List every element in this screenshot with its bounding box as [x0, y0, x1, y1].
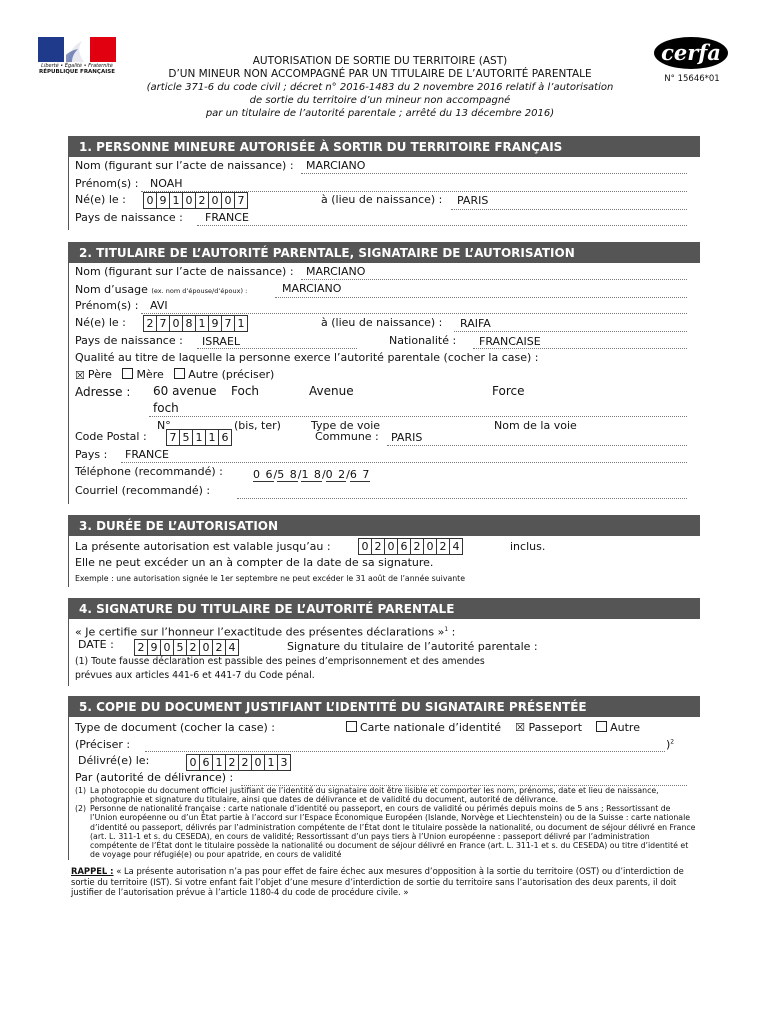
rappel-note	[71, 866, 699, 898]
digit-box[interactable]: 7	[157, 316, 170, 331]
section-2	[68, 242, 700, 504]
digit-box[interactable]: 6	[398, 539, 411, 554]
passeport-label: Passeport	[528, 721, 583, 734]
section-3	[68, 515, 700, 587]
s2-phone-field[interactable]	[253, 468, 370, 481]
s5-type-options	[346, 721, 640, 735]
digit-box[interactable]: 0	[252, 755, 265, 770]
digit-box[interactable]: 1	[196, 316, 209, 331]
autre-doc-checkbox[interactable]	[596, 721, 607, 732]
cerfa-logo: cerfa	[654, 37, 728, 69]
s3-exemple: Exemple : une autorisation signée le 1er septembre ne peut excéder le 31 août de l’année suivante	[75, 574, 466, 583]
mere-checkbox[interactable]	[122, 368, 133, 379]
rappel-text: « La présente autorisation n’a pas pour effet de faire échec aux mesures d’opposition à la sortie du territoire (OST) ou d’interdiction de sortie du territoire (IST). Si votre enfant fait l’objet d’une mesure d’interdiction de sortie du territoire sans l’autorisation des deux parents, il doit justifier de l’autorisation prévue à l’article 1180-4 du code de procédure civile. »	[71, 866, 684, 897]
s4-signature-label: Signature du titulaire de l’autorité parentale :	[287, 640, 538, 653]
digit-box[interactable]: 0	[359, 539, 372, 554]
s4-note2: prévues aux articles 441-6 et 441-7 du Code pénal.	[75, 670, 315, 681]
digit-box[interactable]: 7	[167, 430, 180, 445]
section-4	[68, 598, 700, 686]
phone-pair[interactable]: 1 8	[301, 468, 322, 481]
section-1-title: 1. PERSONNE MINEURE AUTORISÉE À SORTIR DU TERRITOIRE FRANÇAIS	[68, 136, 700, 157]
s1-prenom-value[interactable]: NOAH	[150, 177, 183, 190]
phone-separator: /	[346, 468, 350, 481]
digit-box[interactable]: 0	[144, 193, 157, 208]
s2-adr-type[interactable]: Avenue	[309, 384, 354, 398]
s5-delivre-label: Délivré(e) le:	[78, 754, 150, 767]
s2-cp-label: Code Postal :	[75, 430, 147, 443]
digit-box[interactable]: 7	[237, 194, 245, 207]
s1-ne-label: Né(e) le :	[75, 193, 126, 206]
s2-courriel-label: Courriel (recommandé) :	[75, 484, 211, 497]
digit-box[interactable]: 3	[280, 756, 288, 769]
fn1-text: La photocopie du document officiel justifiant de l’identité du signataire doit être lisible et comporter les nom, prénoms, date et lieu de naissance, photographie et signature du titulaire, ainsi que dates de délivrance et de validité du document, autorité de délivrance.	[90, 786, 659, 805]
digit-box[interactable]: 1	[193, 430, 206, 445]
s2-usage-value[interactable]: MARCIANO	[282, 282, 342, 295]
rappel-label: RAPPEL :	[71, 866, 114, 876]
fn2-num: (2)	[75, 804, 87, 813]
digit-box[interactable]: 2	[437, 539, 450, 554]
digit-box[interactable]: 2	[411, 539, 424, 554]
digit-box[interactable]: 9	[209, 316, 222, 331]
s5-type-label: Type de document (cocher la case) :	[75, 721, 275, 734]
s3-valable-label: La présente autorisation est valable jusqu’au :	[75, 540, 331, 553]
digit-box[interactable]: 8	[183, 316, 196, 331]
s4-date-field[interactable]	[134, 639, 239, 656]
digit-box[interactable]: 2	[213, 640, 226, 655]
s5-par-label: Par (autorité de délivrance) :	[75, 771, 234, 784]
s1-lieu-value[interactable]: PARIS	[457, 194, 489, 207]
s2-nat-label: Nationalité :	[389, 334, 457, 347]
s4-date-label: DATE :	[78, 638, 114, 651]
digit-box[interactable]: 0	[222, 193, 235, 208]
digit-box[interactable]: 0	[385, 539, 398, 554]
digit-box[interactable]: 2	[239, 755, 252, 770]
s2-adr-bis[interactable]: Foch	[231, 384, 260, 398]
digit-box[interactable]: 9	[148, 640, 161, 655]
digit-box[interactable]: 0	[161, 640, 174, 655]
s2-prenom-label: Prénom(s) :	[75, 299, 139, 312]
digit-box[interactable]: 0	[183, 193, 196, 208]
section-5	[68, 696, 700, 860]
s3-validity-date-field[interactable]	[358, 538, 463, 555]
phone-pair[interactable]: 0 6	[253, 468, 274, 481]
header-line3: (article 371-6 du code civil ; décret n° 2016-1483 du 2 novembre 2016 relatif à l’autorisation	[146, 82, 614, 93]
header-line4: de sortie du territoire d’un mineur non accompagné	[249, 95, 511, 106]
digit-box[interactable]: 1	[213, 755, 226, 770]
digit-box[interactable]: 2	[187, 640, 200, 655]
fn1-num: (1)	[75, 786, 87, 795]
digit-box[interactable]: 2	[226, 755, 239, 770]
republique-francaise-logo	[38, 37, 116, 83]
s1-birthdate-field[interactable]	[143, 192, 248, 209]
digit-box[interactable]: 1	[237, 317, 245, 330]
digit-box[interactable]: 9	[157, 193, 170, 208]
s1-prenom-label: Prénom(s) :	[75, 177, 139, 190]
s2-nat-value[interactable]: FRANCAISE	[479, 335, 541, 348]
cni-checkbox[interactable]	[346, 721, 357, 732]
s3-line2: Elle ne peut excéder un an à compter de la date de sa signature.	[75, 556, 434, 569]
digit-box[interactable]: 0	[170, 316, 183, 331]
s2-birthdate-field[interactable]	[143, 315, 248, 332]
s2-qualite-label: Qualité au titre de laquelle la personne exerce l’autorité parentale (cocher la case) :	[75, 351, 539, 364]
phone-pair[interactable]: 0 2	[325, 468, 347, 481]
cap-num: N°	[157, 419, 171, 432]
section-2-title: 2. TITULAIRE DE L’AUTORITÉ PARENTALE, SIGNATAIRE DE L’AUTORISATION	[68, 242, 700, 263]
s1-nom-label: Nom (figurant sur l’acte de naissance) :	[75, 159, 294, 172]
s3-inclus: inclus.	[510, 540, 546, 553]
phone-separator: /	[273, 468, 278, 481]
form-header	[130, 55, 630, 120]
s2-adr-num2[interactable]: foch	[153, 401, 179, 415]
s5-preciser-label: (Préciser :	[75, 738, 131, 751]
logo-motto: Liberté • Égalité • Fraternité	[41, 63, 113, 69]
section-5-title: 5. COPIE DU DOCUMENT JUSTIFIANT L’IDENTITÉ DU SIGNATAIRE PRÉSENTÉE	[68, 696, 700, 717]
digit-box[interactable]: 7	[222, 316, 235, 331]
cap-type: Type de voie	[311, 419, 381, 432]
s2-lieu-value[interactable]: RAIFA	[460, 317, 491, 330]
s1-pays-value[interactable]: FRANCE	[205, 211, 249, 224]
digit-box[interactable]: 2	[135, 640, 148, 655]
section-3-title: 3. DURÉE DE L’AUTORISATION	[68, 515, 700, 536]
phone-pair[interactable]: 5 8	[277, 468, 298, 481]
digit-box[interactable]: 1	[206, 430, 219, 445]
cap-bis: (bis, ter)	[234, 419, 281, 432]
s2-tel-label: Téléphone (recommandé) :	[75, 465, 223, 478]
header-line1: AUTORISATION DE SORTIE DU TERRITOIRE (AST)	[252, 55, 508, 67]
pere-label: Père	[87, 368, 112, 381]
digit-box[interactable]: 0	[424, 539, 437, 554]
s1-pays-label: Pays de naissance :	[75, 211, 183, 224]
passeport-checkbox[interactable]: ☒	[515, 721, 525, 734]
marianne-logo-icon	[38, 37, 116, 62]
s2-qualite-options	[75, 368, 274, 382]
digit-box[interactable]: 5	[174, 640, 187, 655]
digit-box[interactable]: 4	[228, 641, 236, 654]
s2-postcode-field[interactable]	[166, 429, 232, 446]
s2-pays-label: Pays de naissance :	[75, 334, 183, 347]
s2-pays2-value[interactable]: FRANCE	[125, 448, 169, 461]
digit-box[interactable]: 1	[170, 193, 183, 208]
fn2-text: Personne de nationalité française : carte nationale d’identité ou passeport, en cours de validité ou périmés depuis moins de 5 ans ; Ressortissant de l’Union européenne ou d’un État partie à l’accord sur l’Espace Économique Européen (Islande, Norvège et Liechtenstein) ou de la Suisse : carte nationale d’identité ou passeport, délivrés par l’administration compétente de l’État dont le titulaire possède la nationalité, ou document de séjour délivré en France (art. L. 311-1 et s. du CESEDA), en cours de validité; Ressortissant d’un pays tiers à l’Union européenne : passeport délivré par l’administration compétente de l’État dont le titulaire possède la nationalité ou document de séjour délivré en France (art. L. 311-1 et s. du CESEDA) ou titre d’identité et de voyage pour réfugié(e) ou pour apatride, en cours de validité	[90, 804, 696, 860]
s2-pays-value[interactable]: ISRAEL	[202, 335, 241, 348]
phone-separator: /	[321, 468, 326, 481]
s1-nom-value[interactable]: MARCIANO	[306, 159, 366, 172]
section-4-title: 4. SIGNATURE DU TITULAIRE DE L’AUTORITÉ PARENTALE	[68, 598, 700, 619]
digit-box[interactable]: 1	[265, 755, 278, 770]
autre-checkbox[interactable]	[174, 368, 185, 379]
s2-usage-label: Nom d’usage (ex. nom d’épouse/d’époux) :	[75, 283, 248, 296]
s2-commune-label: Commune :	[315, 430, 379, 443]
digit-box[interactable]: 2	[196, 193, 209, 208]
digit-box[interactable]: 0	[200, 640, 213, 655]
s5-delivered-date-field[interactable]	[186, 754, 291, 771]
s2-nom-label: Nom (figurant sur l’acte de naissance) :	[75, 265, 294, 278]
s2-adr-num[interactable]: 60 avenue	[153, 384, 217, 398]
mere-label: Mère	[136, 368, 164, 381]
digit-box[interactable]: 5	[180, 430, 193, 445]
section-1	[68, 136, 700, 230]
cap-nom: Nom de la voie	[494, 419, 577, 432]
s2-pays2-label: Pays :	[75, 448, 108, 461]
s2-lieu-label: à (lieu de naissance) :	[321, 316, 443, 329]
autre-label: Autre (préciser)	[188, 368, 275, 381]
header-line2: D’UN MINEUR NON ACCOMPAGNÉ PAR UN TITULAIRE DE L’AUTORITÉ PARENTALE	[168, 68, 592, 80]
autre-doc-label: Autre	[610, 721, 640, 734]
cerfa-number: N° 15646*01	[664, 74, 720, 84]
s2-commune-value[interactable]: PARIS	[391, 431, 423, 444]
s4-note1: (1) Toute fausse déclaration est passible des peines d’emprisonnement et des amendes	[75, 656, 485, 667]
digit-box[interactable]: 6	[221, 431, 229, 444]
phone-pair[interactable]: 6 7	[349, 468, 371, 481]
cni-label: Carte nationale d’identité	[360, 721, 502, 734]
pere-checkbox[interactable]: ☒	[75, 369, 85, 382]
s2-adresse-label: Adresse :	[75, 385, 131, 399]
s2-nom-value[interactable]: MARCIANO	[306, 265, 366, 278]
digit-box[interactable]: 0	[187, 755, 200, 770]
s1-lieu-label: à (lieu de naissance) :	[321, 193, 443, 206]
digit-box[interactable]: 0	[209, 193, 222, 208]
s4-certifie: « Je certifie sur l’honneur l’exactitude des présentes déclarations »$^1$ :	[75, 625, 456, 639]
digit-box[interactable]: 4	[452, 540, 460, 553]
phone-separator: /	[297, 468, 302, 481]
digit-box[interactable]: 2	[144, 316, 157, 331]
logo-republic: RÉPUBLIQUE FRANÇAISE	[39, 69, 115, 75]
header-line5: par un titulaire de l’autorité parentale ; arrêté du 13 décembre 2016)	[205, 108, 555, 119]
s2-prenom-value[interactable]: AVI	[150, 299, 168, 312]
digit-box[interactable]: 6	[200, 755, 213, 770]
s2-adr-nom[interactable]: Force	[492, 384, 525, 398]
s2-ne-label: Né(e) le :	[75, 316, 126, 329]
s5-preciser-end: )$^2$	[666, 738, 675, 751]
digit-box[interactable]: 2	[372, 539, 385, 554]
